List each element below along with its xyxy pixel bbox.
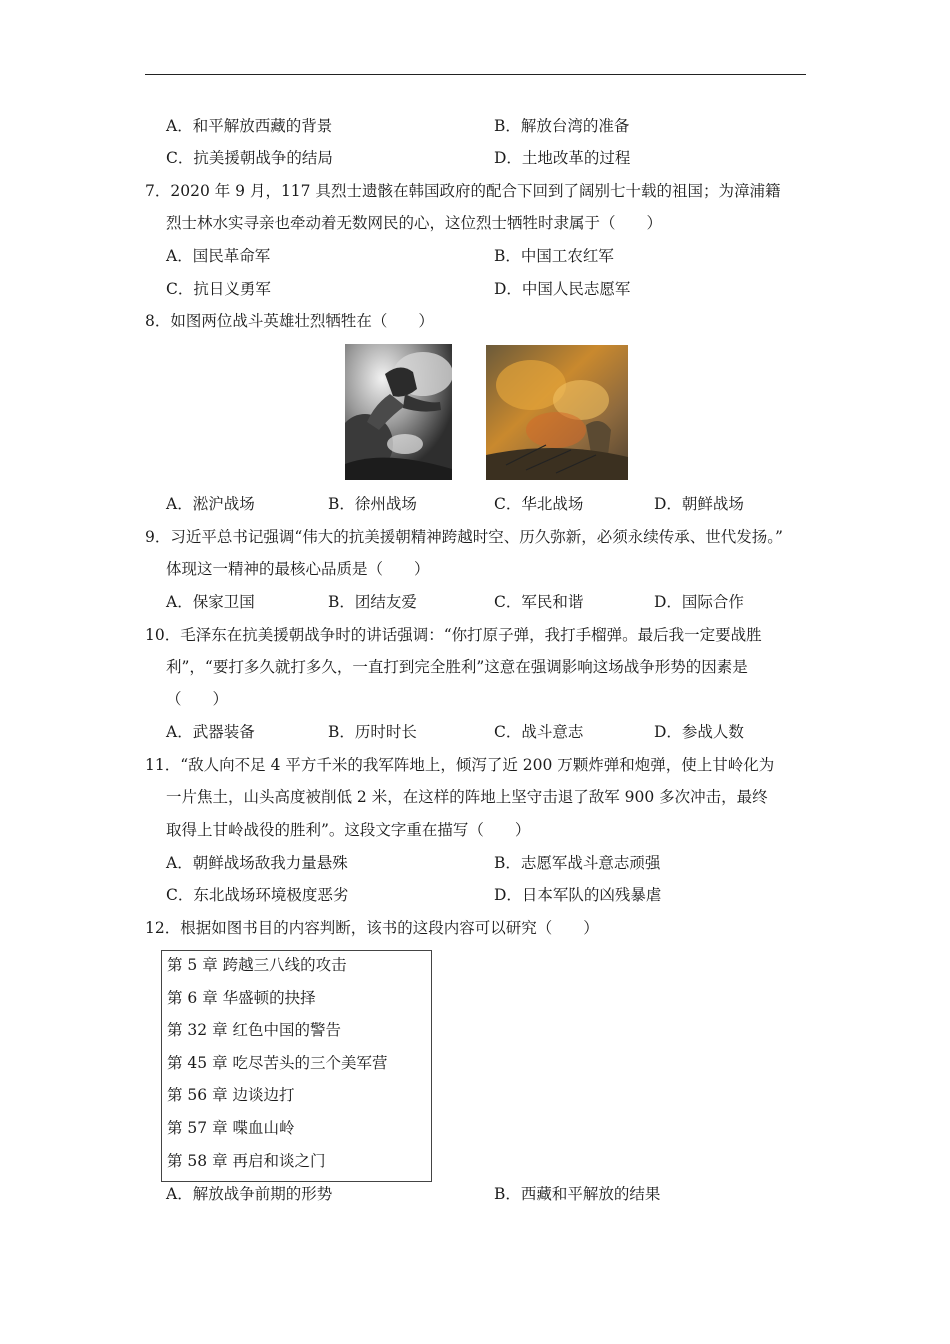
q7-stem-line-2: 烈士林水实寻亲也牵动着无数网民的心，这位烈士牺牲时隶属于（ ） [166, 214, 663, 232]
toc-entry: 第 45 章 吃尽苦头的三个美军营 [167, 1054, 388, 1072]
q11-option-d[interactable]: D．日本军队的凶残暴虐 [494, 886, 662, 904]
q11-option-a[interactable]: A．朝鲜战场敌我力量悬殊 [166, 854, 348, 872]
q10-option-d[interactable]: D．参战人数 [654, 723, 744, 741]
hero-photo-2 [486, 345, 628, 480]
q7-option-d[interactable]: D．中国人民志愿军 [494, 280, 631, 298]
q11-stem-line-2: 一片焦土，山头高度被削低 2 米，在这样的阵地上坚守击退了敌军 900 多次冲击，最终 [166, 788, 768, 806]
q8-stem: 8．如图两位战斗英雄壮烈牺牲在（ ） [145, 312, 434, 330]
q9-option-c[interactable]: C．军民和谐 [494, 593, 584, 611]
q6-option-c[interactable]: C．抗美援朝战争的结局 [166, 149, 333, 167]
q8-option-c[interactable]: C．华北战场 [494, 495, 584, 513]
q9-stem-line-1: 9．习近平总书记强调“伟大的抗美援朝精神跨越时空、历久弥新，必须永续传承、世代发扬。” [145, 528, 783, 546]
q8-option-a[interactable]: A．淞沪战场 [166, 495, 255, 513]
q10-option-a[interactable]: A．武器装备 [166, 723, 255, 741]
q6-option-a[interactable]: A．和平解放西藏的背景 [166, 117, 333, 135]
toc-entry: 第 57 章 喋血山岭 [167, 1119, 295, 1137]
q11-stem-line-1: 11．“敌人向不足 4 平方千米的我军阵地上，倾泻了近 200 万颗炸弹和炮弹，使上甘岭化为 [145, 756, 775, 774]
book-contents-box [161, 950, 432, 1182]
q9-stem-line-2: 体现这一精神的最核心品质是（ ） [166, 560, 430, 578]
q10-stem-line-1: 10．毛泽东在抗美援朝战争时的讲话强调：“你打原子弹，我打手榴弹。最后我一定要战胜 [145, 626, 762, 644]
hero-photo-1 [345, 344, 452, 480]
q12-stem: 12．根据如图书目的内容判断，该书的这段内容可以研究（ ） [145, 919, 599, 937]
q7-option-c[interactable]: C．抗日义勇军 [166, 280, 271, 298]
q12-option-a[interactable]: A．解放战争前期的形势 [166, 1185, 333, 1203]
q9-option-a[interactable]: A．保家卫国 [166, 593, 255, 611]
q10-stem-line-2: 利”，“要打多久就打多久，一直打到完全胜利”这意在强调影响这场战争形势的因素是 [166, 658, 748, 676]
toc-entry: 第 58 章 再启和谈之门 [167, 1152, 326, 1170]
toc-entry: 第 6 章 华盛顿的抉择 [167, 989, 316, 1007]
q8-option-b[interactable]: B．徐州战场 [328, 495, 417, 513]
toc-entry: 第 32 章 红色中国的警告 [167, 1021, 342, 1039]
q8-option-d[interactable]: D．朝鲜战场 [654, 495, 744, 513]
q11-stem-line-3: 取得上甘岭战役的胜利”。这段文字重在描写（ ） [166, 821, 531, 839]
q7-option-b[interactable]: B．中国工农红军 [494, 247, 614, 265]
q6-option-b[interactable]: B．解放台湾的准备 [494, 117, 630, 135]
q10-option-c[interactable]: C．战斗意志 [494, 723, 584, 741]
q7-option-a[interactable]: A．国民革命军 [166, 247, 271, 265]
q9-option-d[interactable]: D．国际合作 [654, 593, 744, 611]
header-rule [145, 74, 806, 75]
toc-entry: 第 5 章 跨越三八线的攻击 [167, 956, 347, 974]
q11-option-c[interactable]: C．东北战场环境极度恶劣 [166, 886, 349, 904]
q9-option-b[interactable]: B．团结友爱 [328, 593, 417, 611]
q7-stem-line-1: 7．2020 年 9 月，117 具烈士遗骸在韩国政府的配合下回到了阔别七十载的祖国；为漳浦籍 [145, 182, 781, 200]
q12-option-b[interactable]: B．西藏和平解放的结果 [494, 1185, 661, 1203]
toc-entry: 第 56 章 边谈边打 [167, 1086, 295, 1104]
q6-option-d[interactable]: D．土地改革的过程 [494, 149, 631, 167]
q11-option-b[interactable]: B．志愿军战斗意志顽强 [494, 854, 661, 872]
q10-option-b[interactable]: B．历时时长 [328, 723, 417, 741]
q10-stem-line-3: （ ） [166, 690, 229, 708]
